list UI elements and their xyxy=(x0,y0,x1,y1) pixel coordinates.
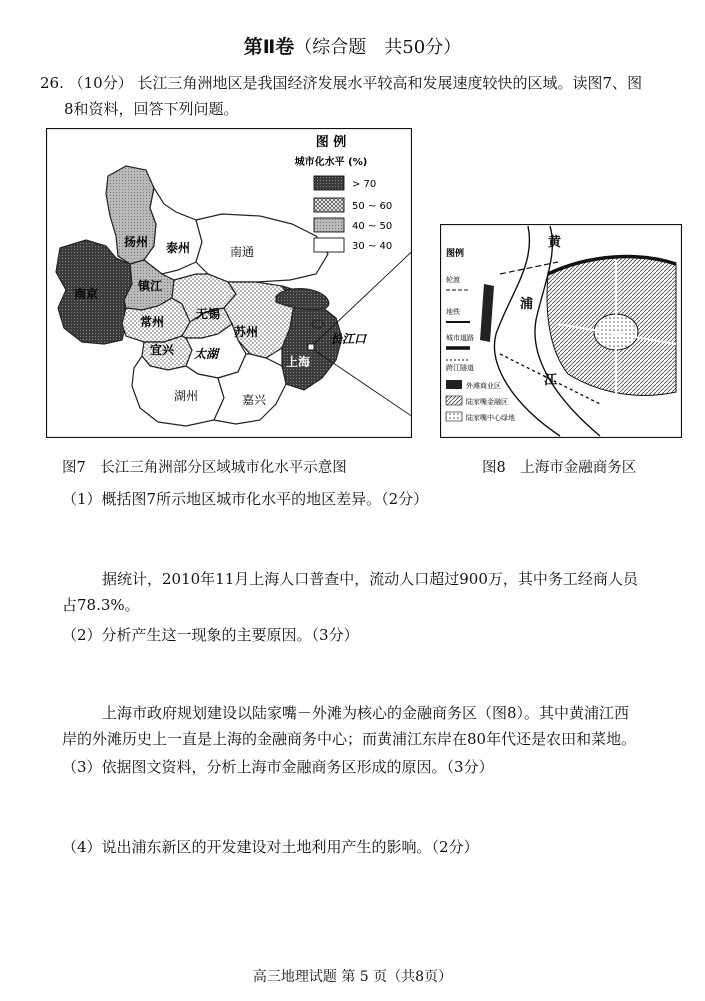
fig8-legend-financial: 陆家嘴金融区 xyxy=(466,398,508,406)
sub-question-1: （1）概括图7所示地区城市化水平的地区差异。（2分） xyxy=(62,490,429,508)
legend-title: 图 例 xyxy=(315,135,347,150)
island-small xyxy=(312,320,324,328)
label-jiaxing: 嘉兴 xyxy=(242,393,267,407)
label-nantong: 南通 xyxy=(230,245,255,259)
label-changzhou: 常州 xyxy=(140,315,165,329)
label-nanjing: 南京 xyxy=(74,287,99,301)
fig8-legend-green: 陆家嘴中心绿地 xyxy=(466,414,515,422)
figure-8-map xyxy=(440,224,682,438)
figure-7-caption: 图7 长江三角洲部分区域城市化水平示意图 xyxy=(62,460,347,476)
section-detail: （综合题 共50分） xyxy=(294,37,462,58)
question-stem-line1: 长江三角洲地区是我国经济发展水平较高和发展速度较快的区域。读图7、图 xyxy=(137,74,643,92)
question-number: 26. xyxy=(40,74,64,92)
legend-label-40-50: 40 ~ 50 xyxy=(352,221,393,232)
sub-question-2: （2）分析产生这一现象的主要原因。（3分） xyxy=(62,626,359,644)
sub-question-4: （4）说出浦东新区的开发建设对土地利用产生的影响。（2分） xyxy=(62,838,479,856)
material-1 xyxy=(62,566,692,618)
figure-8-caption: 图8 上海市金融商务区 xyxy=(482,460,637,476)
material-2 xyxy=(62,700,692,752)
section-part: 第Ⅱ卷 xyxy=(243,36,295,58)
river-char-1: 黄 xyxy=(548,235,562,250)
fig8-legend-metro: 地铁 xyxy=(446,308,460,316)
legend-label-30-40: 30 ~ 40 xyxy=(352,241,393,252)
fig8-legend-bund-swatch xyxy=(446,380,462,389)
legend-swatch-50-60 xyxy=(314,198,344,212)
label-wuxi: 无锡 xyxy=(196,307,221,321)
fig8-legend-financial-swatch xyxy=(446,396,462,405)
figure-7-map xyxy=(46,128,412,438)
legend-label-over70: > 70 xyxy=(352,179,377,190)
label-shanghai: 上海 xyxy=(286,355,311,369)
label-suzhou: 苏州 xyxy=(234,325,259,339)
label-changjiangkou: 长江口 xyxy=(330,332,367,346)
fig8-legend-ferry: 轮渡 xyxy=(446,276,460,284)
question-stem xyxy=(40,70,675,122)
label-huzhou: 湖州 xyxy=(174,389,199,403)
label-zhenjiang: 镇江 xyxy=(138,279,163,293)
river-char-2: 浦 xyxy=(520,297,534,312)
legend-swatch-40-50 xyxy=(314,218,344,232)
fig8-legend-title: 图例 xyxy=(446,249,465,259)
label-yixing: 宜兴 xyxy=(150,343,175,357)
legend-swatch-30-40 xyxy=(314,238,344,252)
material-1-line1: 据统计，2010年11月上海人口普查中，流动人口超过900万，其中务工经商人员 xyxy=(102,570,638,588)
material-2-line1: 上海市政府规划建设以陆家嘴－外滩为核心的金融商务区（图8）。其中黄浦江西 xyxy=(102,704,630,722)
label-yangzhou: 扬州 xyxy=(124,235,149,249)
material-2-line2: 岸的外滩历史上一直是上海的金融商务中心；而黄浦江东岸在80年代还是农田和菜地。 xyxy=(62,730,637,748)
shanghai-marker xyxy=(308,344,314,350)
fig8-legend-road: 城市道路 xyxy=(446,334,474,342)
question-score: （10分） xyxy=(68,74,133,92)
section-title xyxy=(0,32,705,59)
label-taizhou: 泰州 xyxy=(166,241,191,255)
fig8-legend-green-swatch xyxy=(446,412,462,421)
label-taihu: 太湖 xyxy=(194,347,219,361)
legend-label-50-60: 50 ~ 60 xyxy=(352,201,393,212)
river-char-3: 江 xyxy=(544,373,558,388)
sub-question-3: （3）依据图文资料，分析上海市金融商务区形成的原因。（3分） xyxy=(62,758,494,776)
question-stem-line2: 8和资料，回答下列问题。 xyxy=(64,100,239,118)
fig8-legend-tunnel: 跨江隧道 xyxy=(446,364,474,372)
legend-swatch-over70 xyxy=(314,176,344,190)
material-1-line2: 占78.3%。 xyxy=(62,596,140,614)
fig8-legend-bund: 外滩商业区 xyxy=(466,382,501,390)
page-footer: 高三地理试题 第 5 页（共8页） xyxy=(252,969,453,985)
legend-subtitle: 城市化水平 (%) xyxy=(294,157,368,168)
